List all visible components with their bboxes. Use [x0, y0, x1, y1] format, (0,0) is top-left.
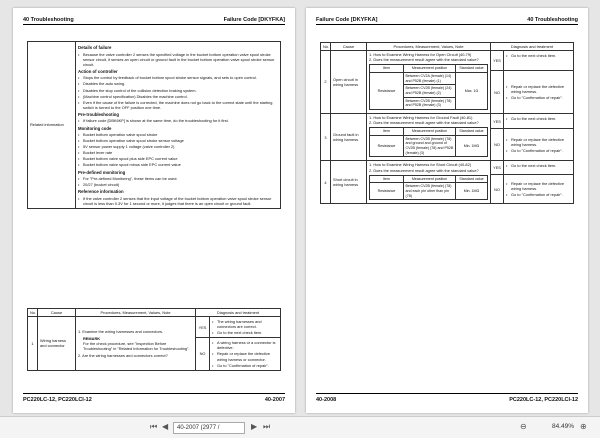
row-number: 3	[321, 113, 331, 161]
diagnosis-item: • Go to "Confirmation of repair".	[212, 363, 278, 368]
no-diagnosis	[504, 71, 574, 114]
section-item: • Disables the stop control of the collision detection braking system.	[78, 88, 278, 93]
last-page-icon[interactable]: ⏭	[263, 422, 271, 431]
measurement-table	[369, 64, 488, 110]
diagnosis-item: • Go to the next check item.	[506, 116, 571, 121]
page-footer	[23, 393, 285, 403]
row-cause: Ground fault in wiring harness	[331, 113, 367, 161]
related-information-label: Related information	[28, 42, 76, 209]
row-number: 1	[28, 317, 38, 371]
measurement-position: Between CV2B (female) (24) and P52B (female) (2)	[404, 85, 456, 97]
no-label: NO	[491, 175, 504, 204]
step-1: 1. How to Examine Wiring Harness for Open Circuit (40-79)	[369, 52, 472, 58]
col-cause: Cause	[38, 309, 76, 317]
row-procedure	[367, 51, 491, 114]
diagnosis-item: • Go to the next check item.	[506, 53, 571, 58]
next-page-icon[interactable]: ▶	[251, 422, 258, 431]
remark-title: REMARK	[83, 335, 101, 341]
diagnosis-item: • Repair or replace the defective wiring harness.	[506, 181, 571, 191]
measurement-table	[369, 175, 488, 201]
yes-label: YES	[491, 161, 504, 175]
row-cause: Short circuit in wiring harness	[331, 161, 367, 204]
section-item: • Even if the cause of the failure is corrected, the machine does not go back to the correct state until the starting switch is turned to the OFF position one time.	[78, 100, 278, 110]
header-failure-code: Failure Code [DKYFKA]	[316, 17, 378, 23]
diagnosis-item: • Repair or replace the defective wiring harness.	[506, 84, 571, 94]
inner-col-standard: Standard value	[456, 65, 488, 73]
no-label: NO	[491, 129, 504, 161]
yes-diagnosis	[210, 317, 281, 338]
section-item: • Bucket bottom valve spool minus side EPC current value	[78, 162, 278, 167]
section-title: Details of failure	[78, 45, 112, 50]
diagnosis-item: • Repair or replace the defective wiring harness.	[506, 137, 571, 147]
inner-col-item: Item	[370, 175, 404, 183]
resistance-label: Resistance	[370, 183, 404, 200]
table-row	[321, 113, 574, 128]
col-diagnosis: Diagnosis and treatment	[491, 43, 574, 51]
section-title: Reference information	[78, 189, 124, 195]
measurement-position: Between CV2B (female) (78) and P52B (female) (3)	[404, 97, 456, 109]
resistance-label: Resistance	[370, 135, 404, 157]
prev-page-icon[interactable]: ◀	[162, 422, 169, 431]
footer-model: PC220LC-12, PC220LCI-12	[23, 397, 92, 403]
row-procedure	[76, 317, 196, 371]
yes-diagnosis	[504, 113, 574, 128]
col-procedures: Procedures, Measurement, Values, Note	[76, 309, 196, 317]
header-failure-code: Failure Code [DKYFKA]	[223, 17, 285, 23]
standard-value: Min. 1MΩ	[456, 183, 488, 200]
diagnosis-item: • The wiring harnesses and connectors are correct.	[212, 319, 278, 329]
troubleshooting-table	[320, 42, 574, 204]
section-title: Action of controller	[78, 68, 118, 74]
measurement-position: Between CV2A (female) (14) and P52B (female) (1)	[404, 72, 456, 84]
section-title: Monitoring code	[78, 125, 112, 131]
section-item: • 5V sensor power supply 1 voltage (valve controller 2)	[78, 144, 278, 149]
first-page-icon[interactable]: ⏮	[150, 422, 158, 431]
header-title: 40 Troubleshooting	[527, 17, 578, 23]
footer-model: PC220LC-12, PC220LCI-12	[509, 397, 578, 403]
row-procedure	[367, 161, 491, 204]
step-2: 2. Does the measurement result agree with the standard value?	[369, 120, 479, 126]
section-item: • Bucket bottom operation valve spool stroke	[78, 132, 278, 137]
measurement-position: Between CV2B (female) (78) and each pin other than pin (78)	[404, 183, 456, 200]
resistance-label: Resistance	[370, 72, 404, 109]
row-number: 2	[321, 51, 331, 114]
page-header	[316, 15, 578, 25]
inner-col-item: Item	[370, 128, 404, 136]
col-diagnosis: Diagnosis and treatment	[196, 309, 281, 317]
inner-col-position: Measurement position	[404, 65, 456, 73]
yes-label: YES	[491, 113, 504, 128]
section-item: • Bucket bottom operation valve spool stroke sensor voltage	[78, 138, 278, 143]
related-information-content	[76, 42, 281, 209]
remark-text: For the check procedure, see "Inspection Before Troubleshooting" in "Related Information for Troubleshooting".	[83, 340, 190, 351]
col-no: No.	[28, 309, 38, 317]
header-title: 40 Troubleshooting	[23, 17, 74, 23]
yes-diagnosis	[504, 51, 574, 71]
inner-col-position: Measurement position	[404, 128, 456, 136]
zoom-level[interactable]: 84.49%	[551, 423, 574, 430]
row-procedure	[367, 113, 491, 161]
step-1: 1. How to Examine Wiring Harness for Short Circuit (40-82)	[369, 162, 472, 168]
yes-label: YES	[491, 51, 504, 71]
col-procedures: Procedures, Measurement, Values, Note	[367, 43, 491, 51]
no-diagnosis	[210, 338, 281, 370]
zoom-in-icon[interactable]: ⊕	[580, 422, 587, 431]
no-diagnosis	[504, 129, 574, 161]
row-number: 4	[321, 161, 331, 204]
yes-label: YES	[196, 317, 210, 338]
diagnosis-item: • Go to the next check item.	[212, 330, 278, 335]
left-page	[13, 8, 295, 413]
page-footer	[316, 393, 578, 403]
pdf-toolbar	[0, 416, 600, 438]
no-diagnosis	[504, 175, 574, 204]
right-page	[306, 8, 588, 413]
section-item: • (Machine control specification) Disables the machine control.	[78, 94, 278, 99]
section-item: • 20/27 (bucket circuit)	[78, 182, 278, 187]
step-2: 2. Does the measurement result agree with the standard value?	[369, 167, 479, 173]
related-information-table	[27, 41, 281, 209]
row-cause: Open circuit in wiring harness	[331, 51, 367, 114]
row-cause: Wiring harness and connector	[38, 317, 76, 371]
page-number-input[interactable]: 40-2007 (2977 /	[173, 422, 245, 434]
footer-page-number: 40-2008	[316, 397, 337, 403]
col-cause: Cause	[331, 43, 367, 51]
measurement-table	[369, 127, 488, 157]
diagnosis-item: • Go to "Confirmation of repair".	[506, 148, 571, 153]
standard-value: Min. 1MΩ	[456, 135, 488, 157]
table-row	[321, 161, 574, 175]
section-title: Pre-defined monitoring	[78, 169, 126, 175]
diagnosis-item: • Go to the next check item.	[506, 163, 571, 168]
footer-page-number: 40-2007	[264, 397, 285, 403]
step-1: 1. Examine the wiring harnesses and connectors.	[78, 328, 163, 334]
no-label: NO	[196, 338, 210, 370]
inner-col-standard: Standard value	[456, 128, 488, 136]
page-header	[23, 15, 285, 25]
section-title: Pre-troubleshooting	[78, 111, 120, 117]
step-2: 2. Are the wiring harnesses and connectors correct?	[78, 353, 168, 358]
measurement-position: Between CV2B (female) (78) and ground and ground of CV2B (female) (78) and P52B (female) (3)	[404, 135, 456, 157]
inner-col-position: Measurement position	[404, 175, 456, 183]
diagnosis-item: • Repair or replace the defective wiring harness or connector.	[212, 351, 278, 361]
yes-diagnosis	[504, 161, 574, 175]
col-no: No.	[321, 43, 331, 51]
section-item: • Bucket lever rate	[78, 150, 278, 155]
step-2: 2. Does the measurement result agree with the standard value?	[369, 57, 479, 63]
diagnosis-item: • A wiring harness or a connector is defective.	[212, 340, 278, 350]
zoom-out-icon[interactable]: ⊖	[520, 422, 527, 431]
diagnosis-item: • Go to "Confirmation of repair".	[506, 95, 571, 100]
inner-col-standard: Standard value	[456, 175, 488, 183]
section-item: • If failure code [DBK6KP] is shown at the same time, do the troubleshooting for it first.	[78, 118, 278, 123]
section-item: • Bucket bottom valve spool plus side EPC current value	[78, 156, 278, 161]
section-item: • For "Pre-defined Monitoring", these items can be used.	[78, 176, 278, 181]
inner-col-item: Item	[370, 65, 404, 73]
section-item: • Stops the control by feedback of bucket bottom spool stroke sensor signals, and sets to open control.	[78, 75, 278, 80]
section-item: • If the valve controller 2 senses that the input voltage of the bucket bottom operation valve spool stroke sensor circuit is less than 0.3V for 1 second or more, it judges that there is an open circuit or ground fault.	[78, 196, 278, 206]
no-label: NO	[491, 71, 504, 114]
section-item: • Disables the auto swing.	[78, 81, 278, 86]
diagnosis-item: • Go to "Confirmation of repair".	[506, 192, 571, 197]
troubleshooting-table	[27, 308, 281, 371]
step-1: 1. How to Examine Wiring Harness for Ground Fault (40-81)	[369, 114, 473, 120]
table-row	[321, 51, 574, 71]
standard-value: Max. 1Ω	[456, 72, 488, 109]
section-item: • Because the valve controller 2 senses the specified voltage in the bucket bottom operation valve spool stroke sensor circuit, it senses an open circuit or ground fault in the bucket bottom operation valve spool stroke sensor circuit.	[78, 52, 278, 67]
